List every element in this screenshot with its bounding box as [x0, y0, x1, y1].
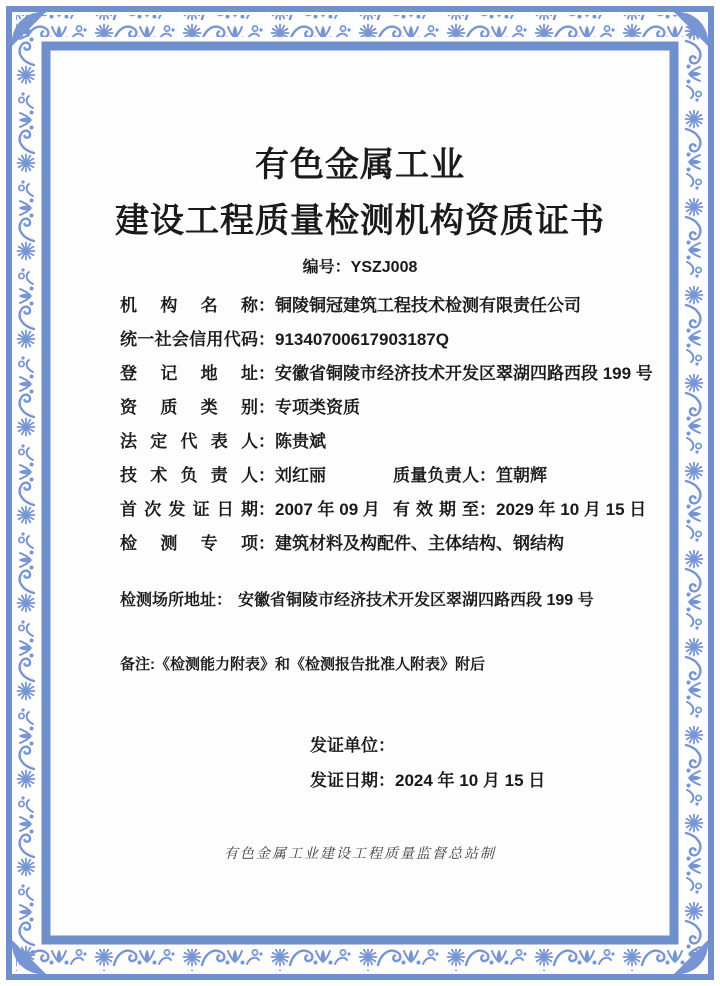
issue-date-value: 2024 年 10 月 15 日 — [395, 771, 546, 790]
issuing-authority-label: 发证单位 — [310, 736, 378, 755]
field-label: 有效期至 — [393, 500, 479, 519]
field-row-credit-code — [120, 323, 640, 357]
field-row-technical-director — [120, 459, 640, 493]
field-colon: ： — [258, 364, 275, 383]
field-colon: ： — [258, 500, 275, 519]
printed-by-footer: 有色金属工业建设工程质量监督总站制 — [224, 847, 496, 862]
field-label: 质量负责人 — [393, 466, 479, 485]
field-value: 铜陵铜冠建筑工程技术检测有限责任公司 — [275, 296, 581, 315]
field-row-quality-director — [393, 459, 547, 493]
issue-date-label: 发证日期 — [310, 771, 378, 790]
field-label: 资质类别 — [120, 398, 258, 417]
field-value: 2007 年 09 月 — [275, 500, 380, 519]
field-colon: ： — [479, 466, 496, 485]
serial-label: 编号 — [302, 259, 335, 276]
field-label: 检测专项 — [120, 534, 258, 553]
remark-value: 《检测能力附表》和《检测报告批准人附表》附后 — [155, 656, 486, 673]
field-label: 法定代表人 — [120, 432, 258, 451]
field-label: 技术负责人 — [120, 466, 258, 485]
serial-value: YSZJ008 — [350, 259, 418, 276]
field-label: 机构名称 — [120, 296, 258, 315]
field-value: 91340700617903187Q — [275, 330, 449, 349]
field-label: 统一社会信用代码 — [120, 330, 258, 349]
field-value: 安徽省铜陵市经济技术开发区翠湖四路西段 199 号 — [238, 592, 594, 609]
field-row-valid-until — [393, 493, 646, 527]
field-value: 建筑材料及构配件、主体结构、钢结构 — [275, 534, 564, 553]
field-colon: ： — [258, 330, 275, 349]
field-row-org-name — [120, 289, 640, 323]
field-label: 首次发证日期 — [120, 500, 258, 519]
field-value: 刘红丽 — [275, 466, 326, 485]
field-row-qualification-category — [120, 391, 640, 425]
field-colon: ： — [479, 500, 496, 519]
serial-number-line — [0, 256, 720, 280]
testing-site-address-line — [120, 584, 594, 618]
field-row-testing-specialties — [120, 527, 640, 561]
remark-line — [120, 650, 485, 680]
certificate-title-line1: 有色金属工业 — [255, 146, 465, 184]
field-colon: ： — [258, 296, 275, 315]
field-colon: ： — [378, 771, 395, 790]
field-row-legal-representative — [120, 425, 640, 459]
field-value: 专项类资质 — [275, 398, 360, 417]
field-value: 2029 年 10 月 15 日 — [496, 500, 647, 519]
issue-date-line — [310, 765, 545, 797]
field-colon: ： — [258, 466, 275, 485]
field-row-first-issue-date — [120, 493, 647, 527]
field-colon: ： — [258, 432, 275, 451]
field-value: 安徽省铜陵市经济技术开发区翠湖四路西段 199 号 — [275, 364, 653, 383]
field-label: 检测场所地址 — [120, 592, 217, 609]
field-colon: ： — [258, 398, 275, 417]
field-value: 陈贵斌 — [275, 432, 326, 451]
remark-label: 备注: — [120, 656, 155, 673]
field-rows — [120, 289, 653, 561]
field-label: 登记地址 — [120, 364, 258, 383]
field-colon: ： — [216, 592, 233, 609]
field-colon: ： — [258, 534, 275, 553]
field-colon: ： — [378, 736, 395, 755]
field-value: 笪朝辉 — [496, 466, 547, 485]
issuing-authority-line — [310, 730, 395, 762]
field-row-registered-address — [120, 357, 653, 391]
serial-colon: ： — [334, 259, 351, 276]
certificate-title-line2: 建设工程质量检测机构资质证书 — [115, 202, 605, 240]
